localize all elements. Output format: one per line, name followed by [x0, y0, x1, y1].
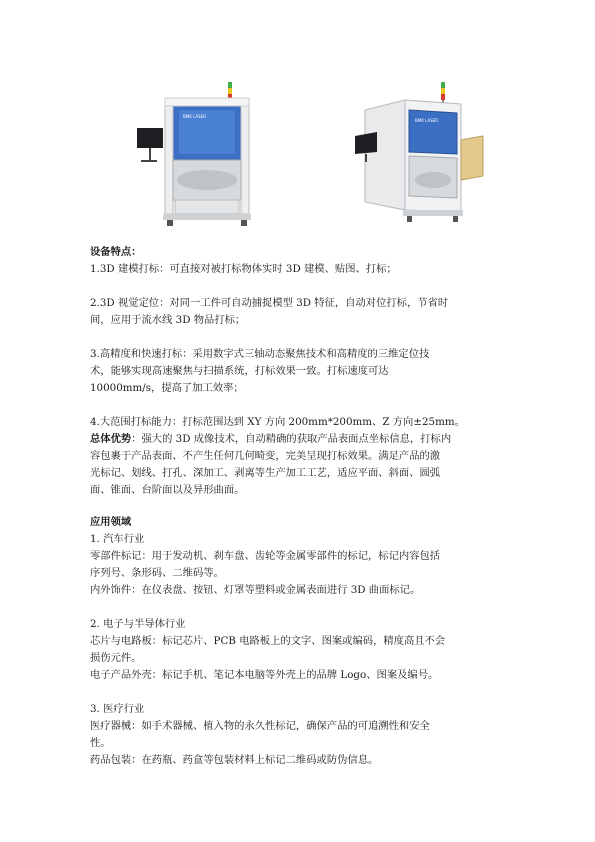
applications-section — [90, 514, 510, 769]
app-2-line-3: 电子产品外壳：标记手机、笔记本电脑等外壳上的品牌 Logo、图案及编号。 — [90, 669, 439, 681]
feature-3-line-1: 3.高精度和快速打标：采用数字式三轴动态聚焦技术和高精度的三维定位技 — [90, 348, 430, 360]
app-1-line-2: 序列号、条形码、二维码等。 — [90, 567, 224, 579]
advantage-section — [90, 431, 510, 499]
feature-2-line-1: 2.3D 视觉定位：对同一工件可自动捕捉模型 3D 特征，自动对位打标，节省时 — [90, 297, 449, 309]
advantage-label: 总体优势 — [90, 433, 132, 445]
feature-3-line-2: 术，能够实现高速聚焦与扫描系统，打标效果一致。打标速度可达 — [90, 365, 389, 377]
app-2-title: 2. 电子与半导体行业 — [90, 618, 186, 630]
machine-photo-front — [95, 80, 275, 230]
advantage-line-1: ：强大的 3D 成像技术，自动精确的获取产品表面点坐标信息，打标内 — [131, 433, 452, 445]
features-section — [90, 244, 510, 431]
app-3-line-1: 医疗器械：如手术器械、植入物的永久性标记，确保产品的可追溯性和安全 — [90, 720, 430, 732]
app-3-title: 3. 医疗行业 — [90, 703, 145, 715]
app-1-title: 1. 汽车行业 — [90, 533, 145, 545]
advantage-line-2: 容包裹于产品表面、不产生任何几何畸变，完美呈现打标效果。满足产品的激 — [90, 450, 441, 462]
app-2-line-1: 芯片与电路板：标记芯片、PCB 电路板上的文字、图案或编码，精度高且不会 — [90, 635, 446, 647]
feature-2-line-2: 间，应用于流水线 3D 物品打标； — [90, 314, 246, 326]
feature-3-line-3: 10000mm/s，提高了加工效率； — [90, 382, 244, 394]
app-3-line-3: 药品包装：在药瓶、药盒等包装材料上标记二维码或防伪信息。 — [90, 754, 379, 766]
feature-1-line-1: 1.3D 建模打标：可直接对被打标物体实时 3D 建模、贴图、打标； — [90, 263, 397, 275]
features-heading: 设备特点： — [90, 246, 142, 258]
app-2-line-2: 损伤元件。 — [90, 652, 142, 664]
advantage-line-3: 光标记、划线、打孔、深加工、剥离等生产加工工艺，适应平面、斜面、圆弧 — [90, 467, 441, 479]
feature-4-line-1: 4.大范围打标能力：打标范围达到 XY 方向 200mm*200mm、Z 方向±25mm。 — [90, 416, 465, 428]
app-3-line-2: 性。 — [90, 737, 111, 749]
app-1-line-1: 零部件标记：用于发动机、刹车盘、齿轮等金属零部件的标记，标记内容包括 — [90, 550, 441, 562]
app-1-line-3: 内外饰件：在仪表盘、按钮、灯罩等塑料或金属表面进行 3D 曲面标记。 — [90, 584, 421, 596]
machine-photo-angled — [345, 80, 505, 230]
brand-label-right: BMK LASER — [415, 118, 438, 123]
advantage-line-4: 面、锥面、台阶面以及异形曲面。 — [90, 484, 245, 496]
brand-label: BMK LASER — [183, 114, 206, 119]
applications-heading: 应用领域 — [90, 516, 132, 528]
